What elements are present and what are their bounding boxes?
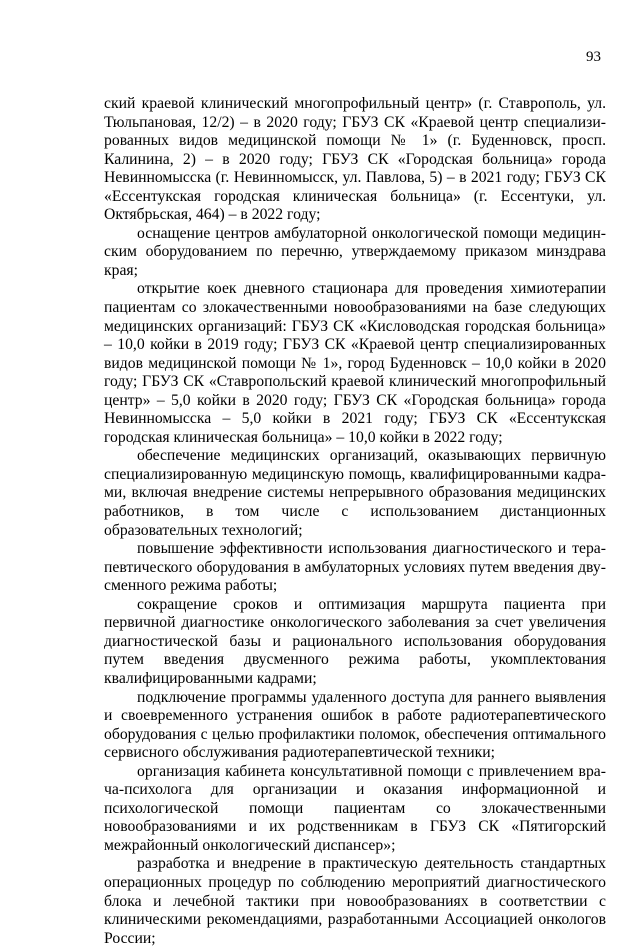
paragraph-standard-procedures: разработка и внедрение в практическую деятельность стандартных операционных процедур по соблюдению мероприятий диагностического блока и лечебной тактики при новообразованиях в соответствии с клиническими рекомендациями, разработанными Ассоциацией онкологов России; — [104, 855, 606, 947]
body-text — [104, 95, 606, 948]
paragraph-consultation-office: организация кабинета консультативной помощи с привлечением врача-психолога для организации и оказания информационной и психологической помощи пациентам со злокачественными новообразованиями и их родственникам в ГБУЗ СК «Пятигорский межрайонный онкологический диспансер»; — [104, 762, 606, 854]
paragraph-day-hospital-beds: открытие коек дневного стационара для проведения химиотерапии пациентам со злокачественными новообразованиями на базе следующих медицинских организаций: ГБУЗ СК «Кисловодская городская больница» – 10,0 койки в 2019 году; ГБУЗ СК «Краевой центр специализированных видов медицинской помощи № 1», город Буденновск – 10,0 койки в 2020 году; ГБУЗ СК «Ставропольский краевой клинический многопрофильный центр» – 5,0 койки в 2020 году; ГБУЗ СК «Городская больница» города Невинномысска – 5,0 койки в 2021 году; ГБУЗ СК «Ессентукская городская клиническая больница» – 10,0 койки в 2022 году; — [104, 280, 606, 446]
page-number: 93 — [586, 49, 601, 65]
paragraph-patient-route: сокращение сроков и оптимизация маршрута пациента при первичной диагностике онкологического заболевания за счет увеличения диагностической базы и рационального использования оборудования путем введения двусменного режима работы, укомплектования квалифицированными кадрами; — [104, 595, 606, 687]
paragraph-equipment-efficiency: повышение эффективности использования диагностического и терапевтического оборудования в амбулаторных условиях путем введения двусменного режима работы; — [104, 540, 606, 595]
paragraph-staffing: обеспечение медицинских организаций, оказывающих первичную специализированную медицинскую помощь, квалифицированными кадрами, включая внедрение системы непрерывного образования медицинских работников, в том числе с использованием дистанционных образовательных технологий; — [104, 447, 606, 539]
paragraph-remote-access: подключение программы удаленного доступа для раннего выявления и своевременного устранения ошибок в работе радиотерапевтического оборудования с целью профилактики поломок, обеспечения оптимального сервисного обслуживания радиотерапевтической техники; — [104, 688, 606, 762]
paragraph-continuation: ский краевой клинический многопрофильный центр» (г. Ставрополь, ул. Тюльпановая, 12/2) – в 2020 году; ГБУЗ СК «Краевой центр специализированных видов медицинской помощи № 1» (г. Буденновск, просп. Калинина, 2) – в 2020 году; ГБУЗ СК «Городская больница» города Невинномысска (г. Невинномысск, ул. Павлова, 5) – в 2021 году; ГБУЗ СК «Ессентукская городская клиническая больница» (г. Ессентуки, ул. Октябрьская, 464) – в 2022 году; — [104, 95, 606, 224]
paragraph-equipment: оснащение центров амбулаторной онкологической помощи медицинским оборудованием по перечню, утверждаемому приказом минздрава края; — [104, 224, 606, 279]
